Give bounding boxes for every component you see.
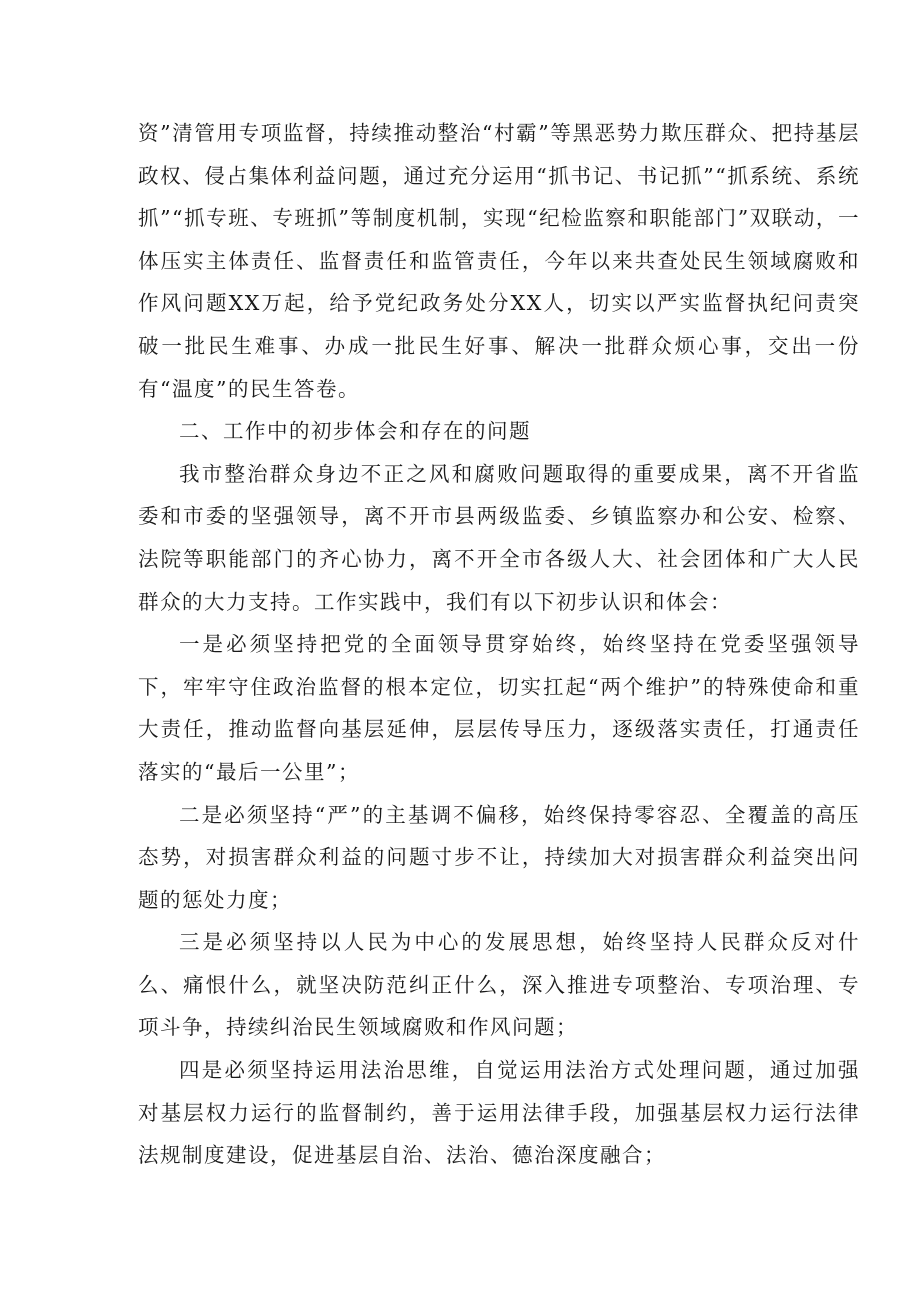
document-body — [138, 112, 860, 1177]
paragraph-point-2: 二是必须坚持“严”的主基调不偏移，始终保持零容忍、全覆盖的高压态势，对损害群众利益的问题寸步不让，持续加大对损害群众利益突出问题的惩处力度； — [138, 802, 860, 912]
paragraph-intro: 我市整治群众身边不正之风和腐败问题取得的重要成果，离不开省监委和市委的坚强领导，离不开市县两级监委、乡镇监察办和公安、检察、法院等职能部门的齐心协力，离不开全市各级人大、社会团体和广大人民群众的大力支持。工作实践中，我们有以下初步认识和体会： — [138, 461, 860, 614]
paragraph-point-1: 一是必须坚持把党的全面领导贯穿始终，始终坚持在党委坚强领导下，牢牢守住政治监督的根本定位，切实扛起“两个维护”的特殊使命和重大责任，推动监督向基层延伸，层层传导压力，逐级落实责任，打通责任落实的“最后一公里”； — [138, 632, 860, 784]
paragraph-point-4: 四是必须坚持运用法治思维，自觉运用法治方式处理问题，通过加强对基层权力运行的监督制约，善于运用法律手段，加强基层权力运行法律法规制度建设，促进基层自治、法治、德治深度融合； — [138, 1058, 860, 1168]
paragraph-continuation: 资”清管用专项监督，持续推动整治“村霸”等黑恶势力欺压群众、把持基层政权、侵占集体利益问题，通过充分运用“抓书记、书记抓”“抓系统、系统抓”“抓专班、专班抓”等制度机制，实现“纪检监察和职能部门”双联动，一体压实主体责任、监督责任和监管责任，今年以来共查处民生领域腐败和作风问题XX万起，给予党纪政务处分XX人，切实以严实监督执纪问责突破一批民生难事、办成一批民生好事、解决一批群众烦心事，交出一份有“温度”的民生答卷。 — [138, 121, 860, 401]
paragraph-point-3: 三是必须坚持以人民为中心的发展思想，始终坚持人民群众反对什么、痛恨什么，就坚决防范纠正什么，深入推进专项整治、专项治理、专项斗争，持续纠治民生领域腐败和作风问题； — [138, 930, 860, 1040]
section-heading: 二、工作中的初步体会和存在的问题 — [179, 419, 531, 444]
